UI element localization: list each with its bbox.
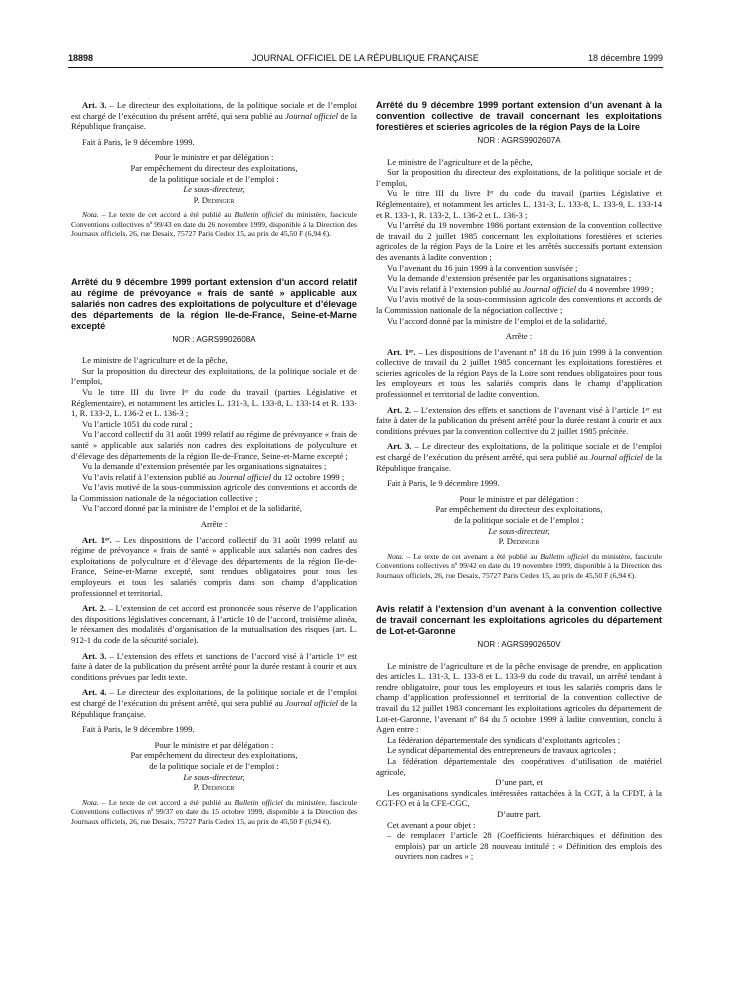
body-paragraph: Vu l’avenant du 16 juin 1999 à la convention susvisée ;: [387, 262, 578, 273]
body-paragraph: Vu l’avis relatif à l’extension publié au Journal officiel du 4 novembre 1999 ;: [387, 283, 654, 294]
body-paragraph: Vu la demande d’extension présentée par les organisations signataires ;: [82, 461, 327, 472]
article-title: Arrêté du 9 décembre 1999 portant extension d’un accord relatif au régime de prévoyance « frais de santé » applicable aux salariés non cadres des exploitations de polyculture et d’élevage des départements de la région Ile-de-France, Seine-et-Marne excepté: [71, 276, 357, 331]
body-paragraph: La fédération départementale des coopératives d’utilisation de matériel agricole,: [376, 755, 662, 777]
article-paragraph: Art. 2. – L’extension de cet accord est prononcée sous réserve de l’application des dispositions législatives concernant, à l’article 10 de l’accord, troisième alinéa, le réexamen des modalités d’organisation de la mutualisation des risques (art. L. 912-1 du code de la sécurité sociale).: [71, 603, 357, 645]
nor-reference: NOR : AGRS9902608A: [172, 334, 256, 344]
signatory-name: P. Dedinger: [498, 536, 540, 547]
body-paragraph: Le syndicat départemental des entrepreneurs de travaux agricoles ;: [387, 745, 617, 756]
signature-line: Pour le ministre et par délégation :: [154, 739, 274, 750]
signatory-name: P. Dedinger: [193, 782, 235, 793]
nor-reference: NOR : AGRS9902607A: [477, 136, 561, 145]
article-paragraph: Art. 1ᵉʳ. – Les dispositions de l’accord collectif du 31 août 1999 relatif au régime de prévoyance « frais de santé » applicable aux salariés non cadres des exploitations de polyculture et d’élevage des départements de la région Ile-de-France, Seine-et-Marne excepté, sont rendues obligatoires pour tous les employeurs et tous les salariés compris dans son champ d’application professionnel et territorial.: [71, 534, 357, 598]
signature-line: Par empêchement du directeur des exploitations,: [130, 162, 298, 173]
body-paragraph: D’autre part.: [497, 808, 541, 819]
arrete-heading: Arrête :: [505, 331, 533, 342]
nota-note: Nota. – Le texte de cet accord a été publié au Bulletin officiel du ministère, fascicule Conventions collectives nº 99/37 en date du 15 octobre 1999, disponible à la Direction des Journaux officiels, 26, rue Desaix, 75727 Paris Cedex 15, au prix de 45,50 F (6,94 €).: [71, 797, 357, 826]
body-paragraph: Sur la proposition du directeur des exploitations, de la politique sociale et de l’emploi,: [71, 365, 357, 387]
signature-line: de la politique sociale et de l’emploi :: [149, 173, 279, 184]
journal-title: JOURNAL OFFICIEL DE LA RÉPUBLIQUE FRANÇAISE: [252, 53, 479, 63]
body-paragraph: La fédération départementale des syndicats d’exploitants agricoles ;: [387, 734, 621, 745]
body-paragraph: Sur la proposition du directeur des exploitations, de la politique sociale et de l’emploi,: [376, 167, 662, 188]
body-paragraph: Vu le titre III du livre Iᵉʳ du code du travail (parties Législative et Réglementaire), et notamment les articles L. 131-3, L. 133-8, L. 133-14 et R. 133-1, R. 133-2, L. 136-2 et L. 136-3 ;: [71, 386, 357, 419]
body-paragraph: Vu l’avis motivé de la sous-commission agricole des conventions et accords de la Commission nationale de la négociation collective ;: [71, 482, 357, 503]
article-paragraph: Art. 3. – Le directeur des exploitations, de la politique sociale et de l’emploi est chargé de l’exécution du présent arrêté, qui sera publié au Journal officiel de la République française.: [71, 100, 357, 132]
nor-reference: NOR : AGRS9902650V: [477, 640, 561, 649]
article-paragraph: Art. 3. – L’extension des effets et sanctions de l’accord visé à l’article 1ᵉʳ est faite à dater de la publication du présent arrêté pour la durée restant à courir et aux conditions prévues par ledit texte.: [71, 650, 357, 682]
article-paragraph: Art. 4. – Le directeur des exploitations, de la politique sociale et de l’emploi est chargé de l’exécution du présent arrêté, qui sera publié au Journal officiel de la République française.: [71, 687, 357, 719]
signature-line: de la politique sociale et de l’emploi :: [149, 760, 279, 771]
body-paragraph: Vu l’avis motivé de la sous-commission agricole des conventions et accords de la Commission nationale de la négociation collective ;: [376, 294, 662, 315]
nota-note: Nota. – Le texte de cet accord a été publié au Bulletin officiel du ministère, fascicule Conventions collectives nº 99/43 en date du 26 novembre 1999, disponible à la Direction des Journaux officiels, 26, rue Desaix, 75727 Paris Cedex 15, au prix de 45,50 F (6,94 €).: [71, 210, 357, 239]
body-paragraph: Le ministre de l’agriculture et de la pêche envisage de prendre, en application des articles L. 131-3, L. 133-8 et L. 133-9 du code du travail, un arrêté tendant à rendre obligatoire, pour tous les employeurs et tous les salariés compris dans le champ d’application professionnel et territorial de la convention collective de travail du 12 juillet 1983 concernant les exploitations agricoles du département de Lot-et-Garonne, l’avenant nº 84 du 5 octobre 1999 à ladite convention, conclu à Agen entre :: [376, 660, 662, 735]
signature-line: Pour le ministre et par délégation :: [154, 152, 274, 163]
article-title: Avis relatif à l’extension d’un avenant à la convention collective de travail concernant les exploitations agricoles du département de Lot-et-Garonne: [376, 604, 662, 636]
arrete-heading: Arrête :: [200, 519, 228, 530]
article-paragraph: Art. 2. – L’extension des effets et sanctions de l’avenant visé à l’article 1ᵉʳ est faite à dater de la publication du présent arrêté pour la durée restant à courir et aux conditions prévues par la convention collective du 2 juillet 1985 précitée.: [376, 404, 662, 436]
body-paragraph: Vu l’avis relatif à l’extension publié au Journal officiel du 12 octobre 1999 ;: [82, 471, 345, 482]
body-paragraph: Vu le titre III du livre Iᵉʳ du code du travail (parties Législative et Réglementaire), et notamment les articles L. 131-3, L. 133-8, L. 133-9, L. 133-14 et R. 133-1, R. 133-2, L. 136-2 et L. 136-3 ;: [376, 188, 662, 220]
body-paragraph: Vu l’accord donné par la ministre de l’emploi et de la solidarité,: [387, 315, 607, 326]
signature-line: Pour le ministre et par délégation :: [459, 493, 579, 504]
signatory-name: P. Dedinger: [193, 194, 235, 205]
article-paragraph: Art. 3. – Le directeur des exploitations, de la politique sociale et de l’emploi est chargé de l’exécution du présent arrêté, qui sera publié au Journal officiel de la République française.: [376, 441, 662, 473]
page-header: [68, 52, 663, 64]
right-column: [376, 100, 662, 862]
body-paragraph: Vu l’article 1051 du code rural ;: [82, 418, 193, 429]
body-paragraph: Vu l’accord collectif du 31 août 1999 relatif au régime de prévoyance « frais de santé » applicable aux salariés non cadres des exploitations de polyculture et d’élevage des départements de la région Ile-de-France, Seine-et-Marne excepté ;: [71, 429, 357, 461]
fait-line: Fait à Paris, le 9 décembre 1999.: [82, 136, 195, 147]
issue-date: 18 décembre 1999: [587, 53, 663, 63]
fait-line: Fait à Paris, le 9 décembre 1999.: [387, 478, 500, 489]
body-paragraph: Le ministre de l’agriculture et de la pêche,: [82, 355, 228, 366]
body-paragraph: D’une part, et: [495, 777, 543, 788]
body-paragraph: Cet avenant a pour objet :: [387, 819, 476, 830]
signature-line: Par empêchement du directeur des exploitations,: [130, 750, 298, 761]
list-item: – de remplacer l’article 28 (Coefficients hiérarchiques et définition des emplois) par un article 28 nouveau intitulé : « Définition des emplois des ouvriers non cadres » ;: [387, 830, 662, 862]
signature-line: Par empêchement du directeur des exploitations,: [435, 504, 603, 515]
signature-line: de la politique sociale et de l’emploi :: [454, 515, 584, 525]
signature-title: Le sous-directeur,: [183, 184, 245, 195]
nota-note: Nota. – Le texte de cet avenant a été publié au Bulletin officiel du ministère, fascicule Conventions collectives nº 99/42 en date du 19 novembre 1999, disponible à la Direction des Journaux officiels, 26, rue Desaix, 75727 Paris Cedex 15, au prix de 45,50 F (6,94 €).: [376, 551, 662, 580]
signature-title: Le sous-directeur,: [183, 771, 245, 782]
article-paragraph: Art. 1ᵉʳ. – Les dispositions de l’avenant nº 18 du 16 juin 1999 à la convention collective de travail du 2 juillet 1985 concernant les exploitations forestières et scieries agricoles de la région Pays de la Loire sont rendues obligatoires pour tous les employeurs et tous les salariés compris dans le champ d’application professionnel et territorial de ladite convention.: [376, 346, 662, 400]
header-rule: [68, 67, 663, 68]
left-column: [71, 100, 357, 826]
fait-line: Fait à Paris, le 9 décembre 1999.: [82, 724, 195, 735]
body-paragraph: Vu l’arrêté du 19 novembre 1986 portant extension de la convention collective de travail du 2 juillet 1985 concernant les exploitations forestières et scieries agricoles de la région Pays de la Loire et les arrêtés successifs portant extension des avenants à ladite convention ;: [376, 220, 662, 262]
body-paragraph: Les organisations syndicales intéressées rattachées à la CGT, à la CFDT, à la CGT-FO et à la CFE-CGC,: [376, 787, 662, 809]
signature-title: Le sous-directeur,: [488, 525, 550, 536]
body-paragraph: Le ministre de l’agriculture et de la pêche,: [387, 156, 533, 167]
article-title: Arrêté du 9 décembre 1999 portant extension d’un avenant à la convention collective de travail concernant les exploitations forestières et scieries agricoles de la région Pays de la Loire: [376, 100, 662, 132]
page-number: 18898: [68, 53, 94, 63]
body-paragraph: Vu l’accord donné par la ministre de l’emploi et de la solidarité,: [82, 503, 302, 514]
body-paragraph: Vu la demande d’extension présentée par les organisations signataires ;: [387, 273, 632, 284]
